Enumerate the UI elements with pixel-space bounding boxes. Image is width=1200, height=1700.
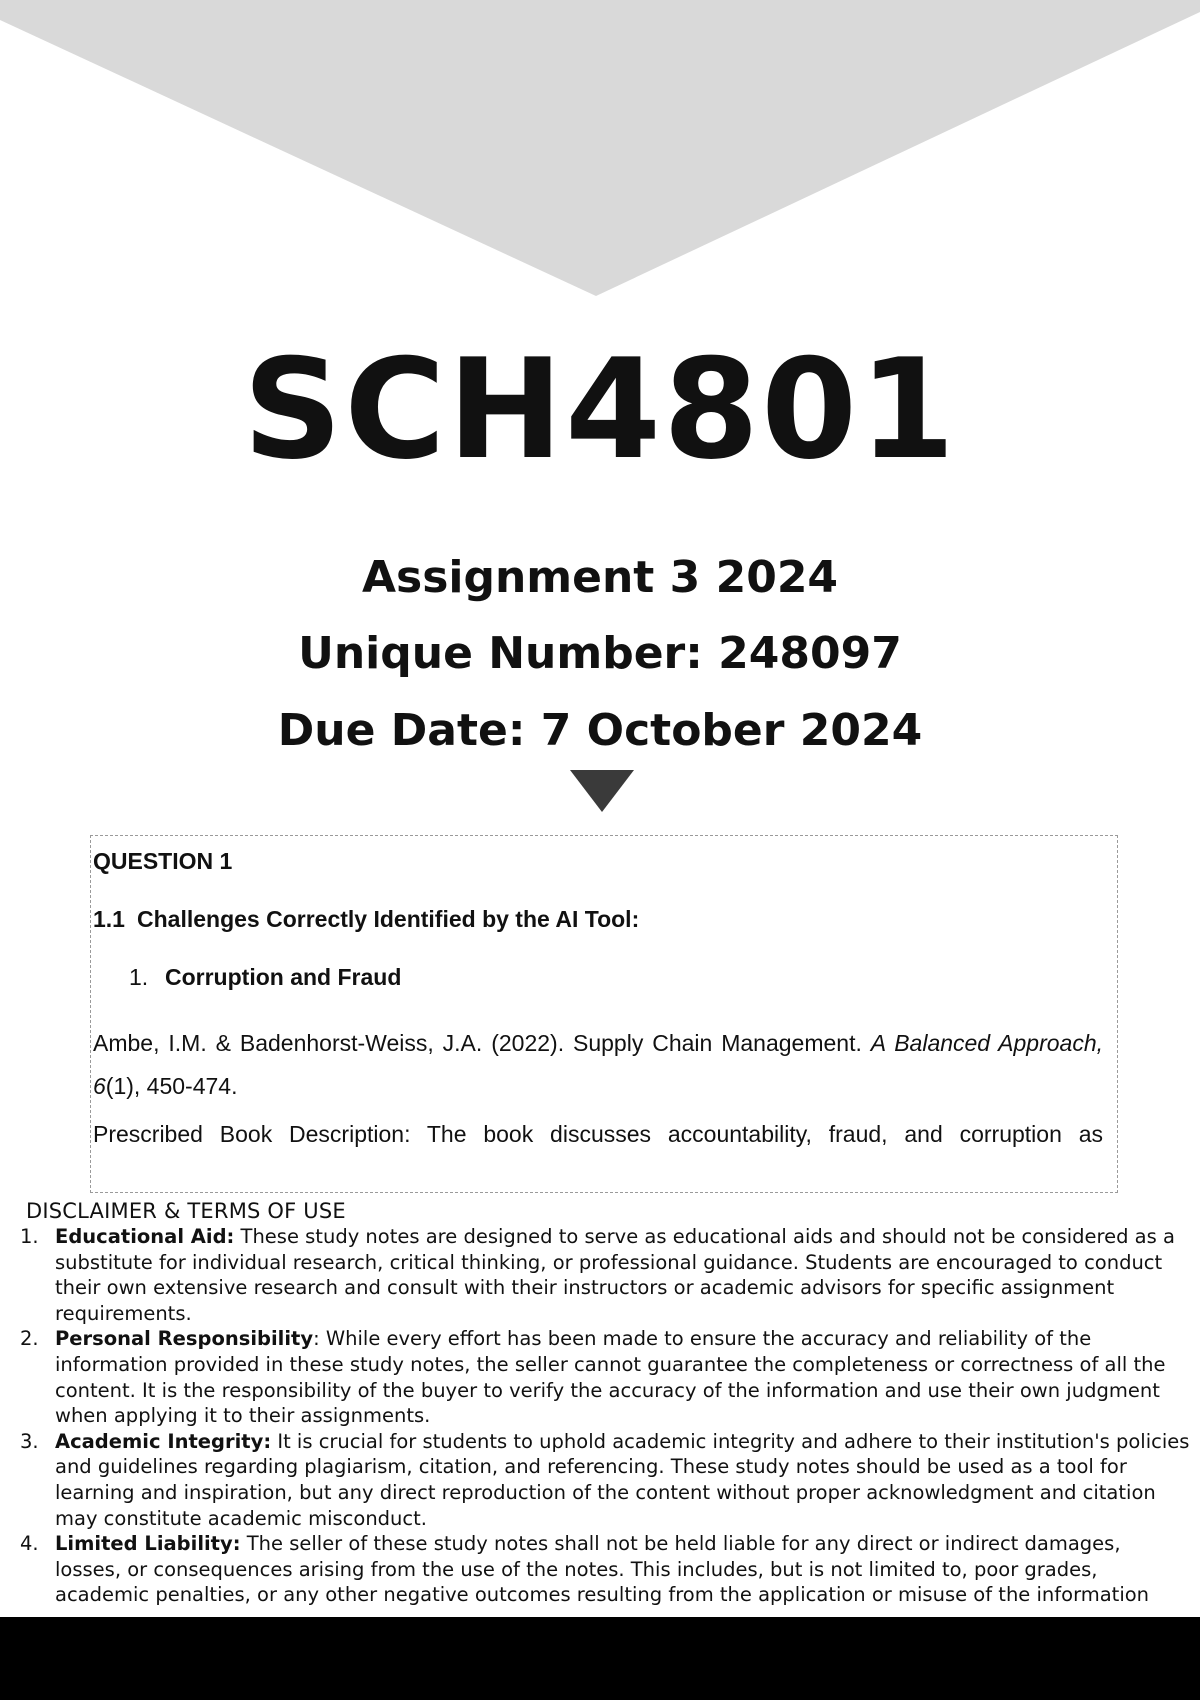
unique-number-label: Unique Number: 248097: [298, 628, 902, 679]
reference-citation: [93, 1022, 1103, 1108]
bottom-black-bar: [0, 1617, 1200, 1700]
disclaimer-item: [20, 1326, 1190, 1428]
disclaimer-item-text: The seller of these study notes shall not be held liable for any direct or indirect damages, losses, or consequences arising from the use of the notes. This includes, but is not limited to, poor grades, academic penalties, or any other negative outcomes resulting from the application or misuse of the information: [55, 1532, 1150, 1607]
down-arrow-icon: [570, 770, 634, 812]
reference-issue-pages: (1), 450-474.: [105, 1073, 238, 1099]
disclaimer-item-number: 2.: [20, 1327, 39, 1351]
disclaimer-list: [20, 1224, 1190, 1608]
course-code-title: SCH4801: [242, 329, 958, 490]
disclaimer-item-text: It is crucial for students to uphold academic integrity and adhere to their institution's policies and guidelines regarding plagiarism, citation, and referencing. These study notes should be used as a tool for learning and inspiration, but any direct reproduction of the content without proper acknowledgment and citation may constitute academic misconduct.: [55, 1429, 1190, 1530]
disclaimer-item: [20, 1429, 1190, 1531]
document-preview-box: [90, 835, 1118, 1193]
reference-authors: Ambe, I.M. & Badenhorst-Weiss, J.A. (2022). Supply Chain Management.: [93, 1030, 862, 1056]
question-title: QUESTION 1: [93, 848, 233, 874]
subsection-heading: [93, 906, 639, 933]
assignment-label: Assignment 3 2024: [361, 552, 839, 603]
disclaimer-item-heading: Educational Aid:: [55, 1225, 235, 1248]
list-item-heading: [129, 964, 401, 991]
list-item-title: Corruption and Fraud: [165, 964, 402, 990]
list-item-number: 1.: [129, 964, 149, 990]
disclaimer-item: [20, 1531, 1190, 1608]
subsection-number: 1.1: [93, 906, 125, 932]
disclaimer-item-number: 3.: [20, 1429, 39, 1453]
disclaimer-item-number: 4.: [20, 1532, 39, 1556]
disclaimer-item-heading: Limited Liability:: [55, 1532, 241, 1556]
subsection-title: Challenges Correctly Identified by the AI Tool:: [137, 906, 640, 932]
reference-journal: A Balanced Approach,: [870, 1030, 1104, 1056]
disclaimer-item-text: These study notes are designed to serve as educational aids and should not be considered as a substitute for individual research, critical thinking, or professional guidance. Students are encouraged to conduct their own extensive research and consult with their instructors or academic advisors for specific assignment requirements.: [55, 1225, 1175, 1325]
disclaimer-item: [20, 1224, 1190, 1326]
chevron-shape: [0, 0, 1200, 296]
header-chevron-banner: [0, 0, 1200, 300]
due-date-label: Due Date: 7 October 2024: [277, 705, 923, 756]
disclaimer-item-heading: Personal Responsibility: [55, 1327, 314, 1351]
disclaimer-title: DISCLAIMER & TERMS OF USE: [26, 1199, 346, 1223]
reference-volume: 6: [93, 1073, 106, 1099]
disclaimer-section: [20, 1198, 1190, 1608]
disclaimer-item-text: : While every effort has been made to ensure the accuracy and reliability of the information provided in these study notes, the seller cannot guarantee the completeness or correctness of all the content. It is the responsibility of the buyer to verify the accuracy of the information and use their own judgment when applying it to their assignments.: [55, 1327, 1166, 1428]
book-description: Prescribed Book Description: The book discusses accountability, fraud, and corruption as: [93, 1121, 1103, 1147]
disclaimer-item-number: 1.: [20, 1225, 39, 1248]
disclaimer-item-heading: Academic Integrity:: [55, 1429, 272, 1453]
